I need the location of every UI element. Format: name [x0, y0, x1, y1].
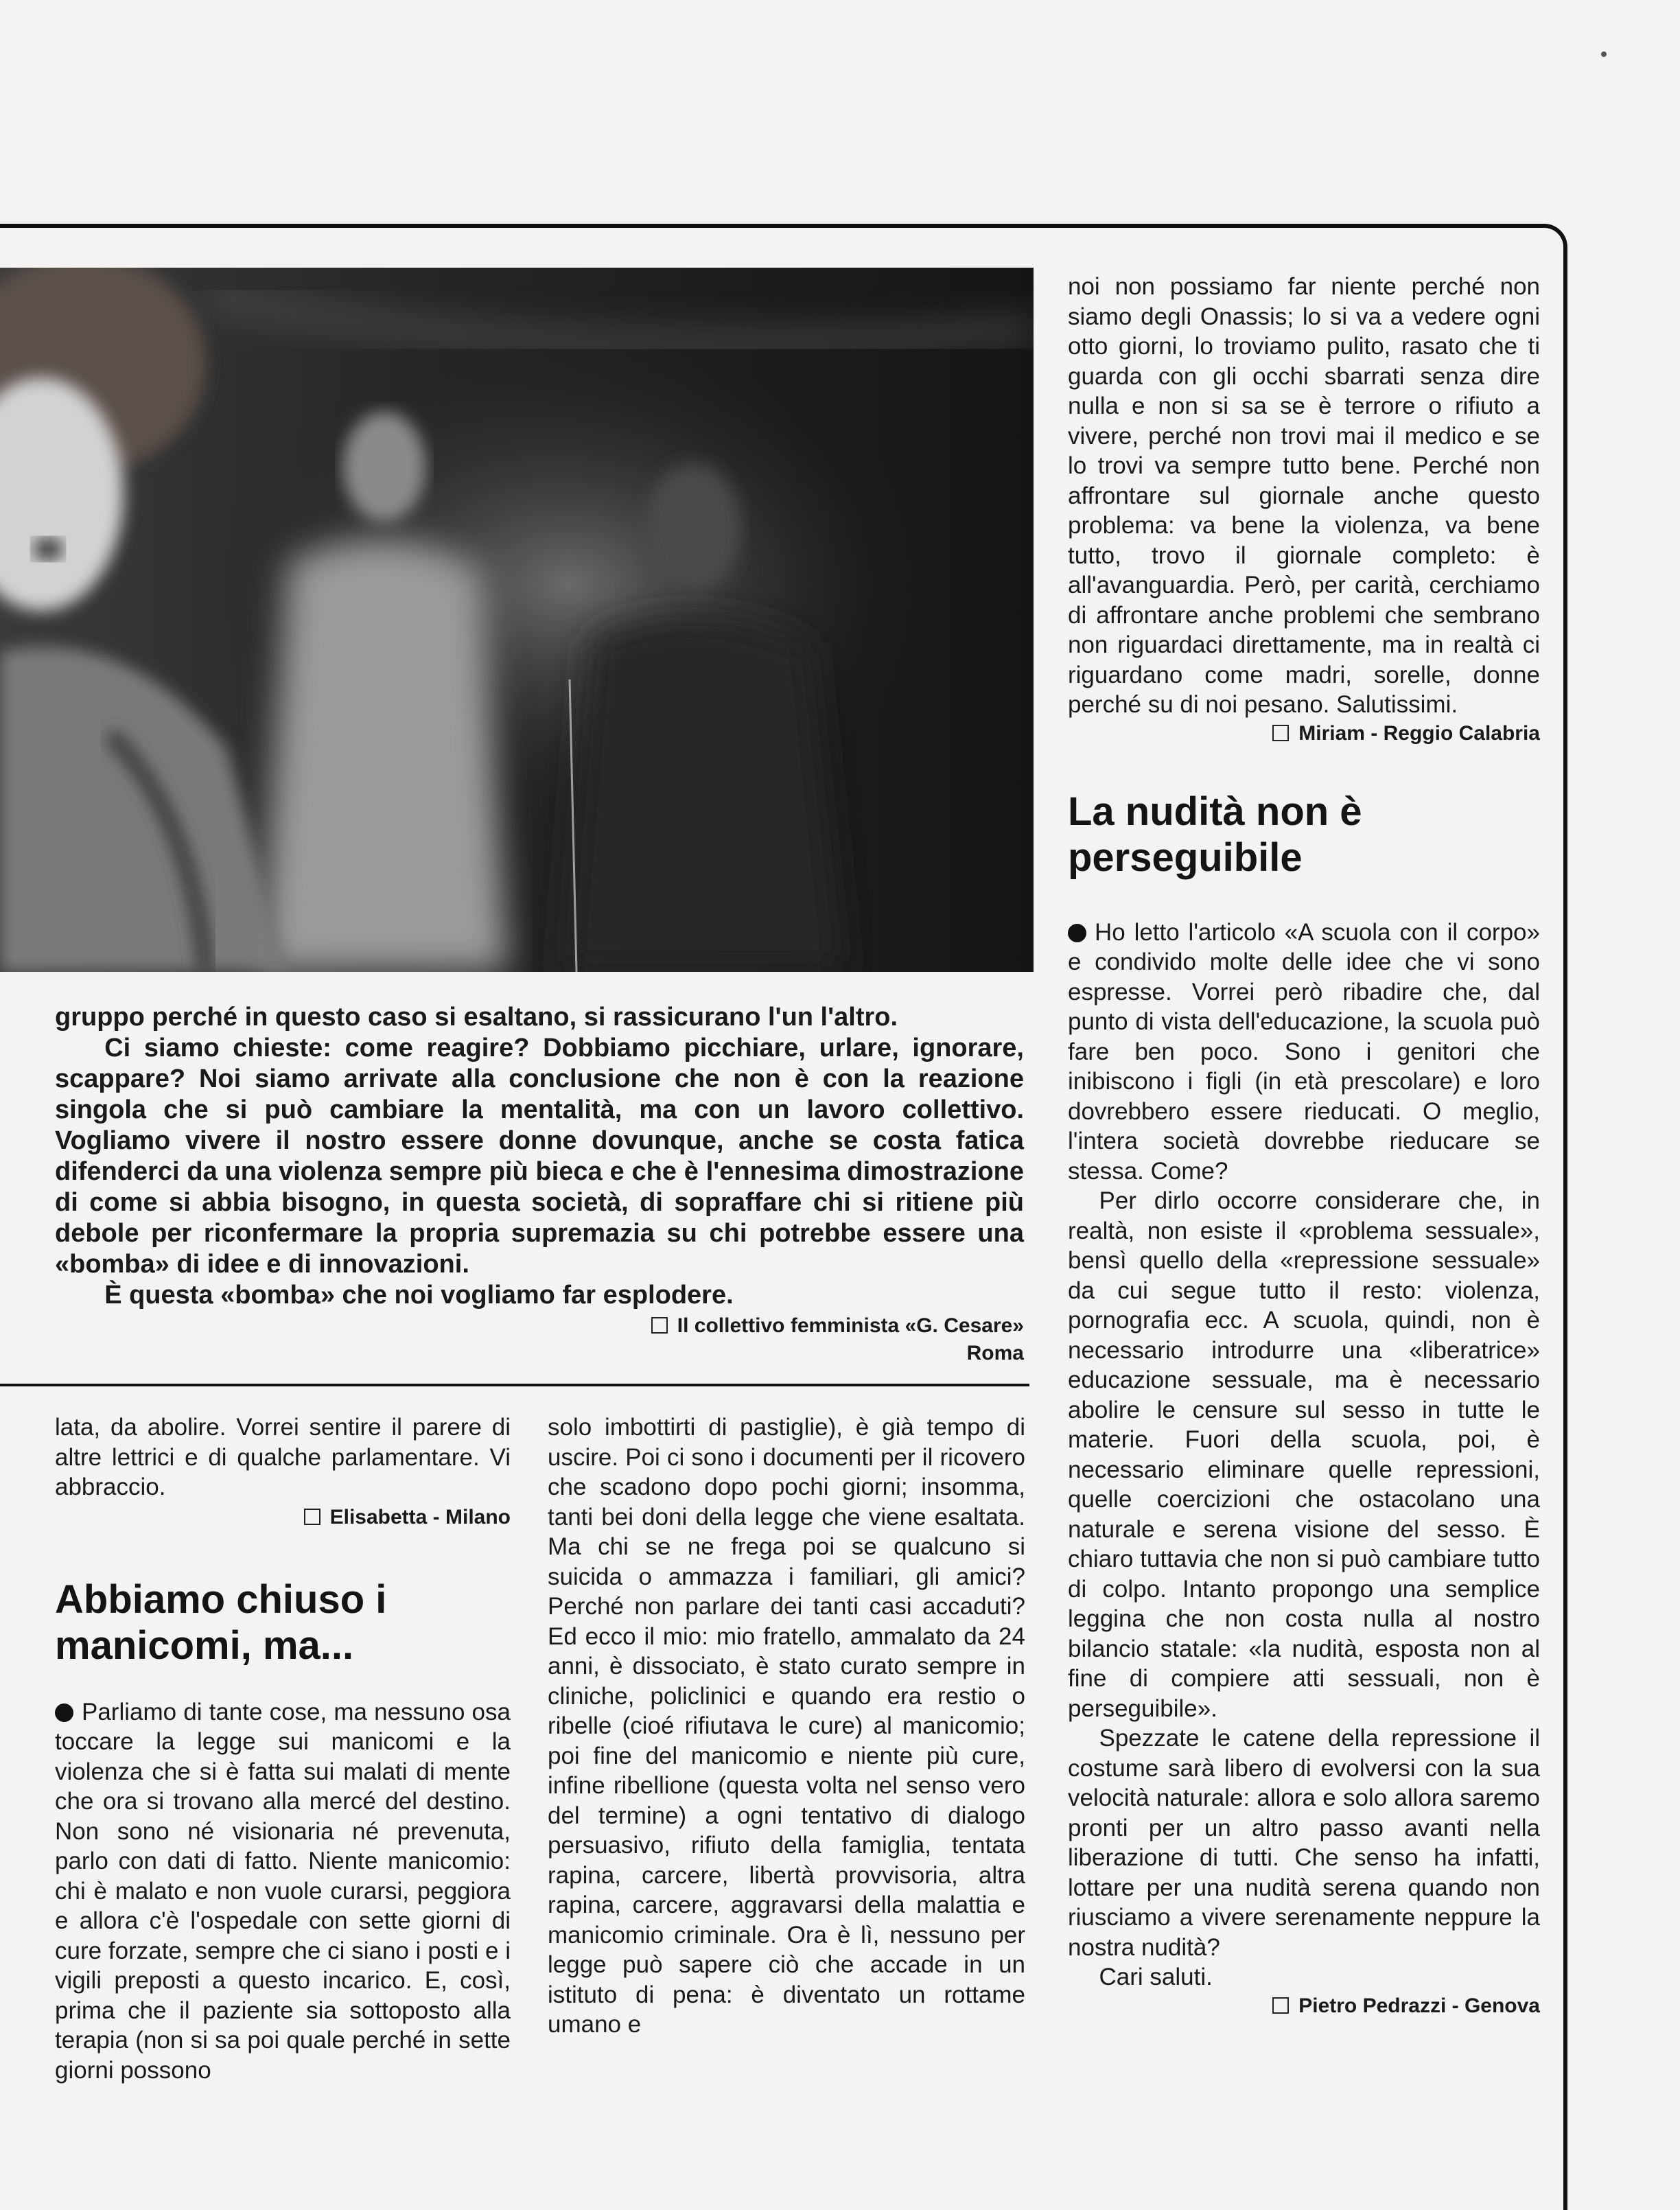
- miriam-text: noi non possiamo far niente perché non siamo degli Onassis; lo si va a vedere ogni otto giorni, lo troviamo pulito, rasato che ti guarda con gli occhi sbarrati senza dire nulla e non si sa se è terrore o rifiuto a vivere, perché non trovi mai il medico e se lo trovi va sempre tutto bene. Perché non affrontare sul giornale anche questo problema: va bene la violenza, va bene tutto, trovo il giornale completo: è all'avanguardia. Però, per carità, cerchiamo di affrontare anche problemi che sembrano non riguardaci direttamente, ma in realtà ci riguardano come madri, sorelle, donne perché su di noi pesano. Salutissimi.: [1068, 273, 1540, 718]
- column-right: [1068, 272, 1540, 2020]
- signature-box-icon: [1272, 1997, 1289, 2014]
- column-middle: [548, 1412, 1025, 2040]
- photo-graphic: [0, 268, 1034, 972]
- nudita-p4: Cari saluti.: [1099, 1964, 1213, 1990]
- top-rule: [0, 224, 1510, 228]
- letter-collettivo: [55, 1002, 1024, 1311]
- column-left: [55, 1412, 511, 2085]
- signature-box-icon: [651, 1317, 668, 1334]
- elisabetta-text: lata, da abolire. Vorrei sentire il parere di altre lettrici e di qualche parlamentare. Vi abbraccio.: [55, 1414, 511, 1500]
- bullet-icon: [55, 1703, 73, 1722]
- signature-box-icon: [1272, 725, 1289, 741]
- manicomi-title: Abbiamo chiuso i manicomi, ma...: [55, 1577, 387, 1668]
- collettivo-p3: È questa «bomba» che noi vogliamo far esplodere.: [104, 1281, 734, 1310]
- photo-blurred-figures: [0, 268, 1034, 972]
- collettivo-p2: Ci siamo chieste: come reagire? Dobbiamo picchiare, urlare, ignorare, scappare? Noi siamo arrivate alla conclusione che non è con la reazione singola che si può cambiare la mentalità, ma con un lavoro collettivo. Vogliamo vivere il nostro essere donne dovunque, anche se costa fatica difenderci da una violenza sempre più bieca e che è l'ennesima dimostrazione di come si abbia bisogno, in questa società, di sopraffare chi si ritiene più debole per riconfermare la propria supremazia su chi potrebbe essere una «bomba» di idee e di innovazioni.: [55, 1034, 1024, 1279]
- manicomi-p1: Parliamo di tante cose, ma nessuno osa toccare la legge sui manicomi e la violenza che si è fatta sui malati di mente che ora si trovano alla mercé del destino. Non sono né visionaria né prevenuta, parlo con dati di fatto. Niente manicomio: chi è malato e non vuole curarsi, peggiora e allora c'è l'ospedale con sette giorni di cure forzate, sempre che ci siano i posti e i vigili preposti a questo incarico. E, così, prima che il paziente sia sottoposto alla terapia (non si sa poi quale perché in sette giorni possono: [55, 1698, 511, 2084]
- pedrazzi-signature: Pietro Pedrazzi - Genova: [1068, 1992, 1540, 2020]
- collettivo-signature: Il collettivo femminista «G. Cesare» Roma: [412, 1312, 1024, 1367]
- nudita-p2: Per dirlo occorre considerare che, in realtà, non esiste il «problema sessuale», bensì quello della «repressione sessuale» da cui segue tutto il resto: violenza, pornografia ecc. A scuola, quindi, non è necessario introdurre una «liberatrice» educazione sessuale, ma è necessario abolire le censure sul sesso in tutte le materie. Fuori della scuola, poi, è necessario eliminare quelle repressioni, quelle coercizioni che ostacolano una naturale e serena visione del sesso. È chiaro tuttavia che non si può cambiare tutto di colpo. Intanto propongo una semplice leggina che non costa nulla al nostro bilancio statale: «la nudità, esposta non al fine di compiere atti sessuali, non è perseguibile».: [1068, 1187, 1540, 1722]
- nudita-title: La nudità non è perseguibile: [1068, 789, 1362, 880]
- page-speck: [1601, 51, 1607, 57]
- miriam-signature: Miriam - Reggio Calabria: [1068, 720, 1540, 747]
- nudita-p3: Spezzate le catene della repressione il costume sarà libero di evolversi con la sua velocità naturale: allora e solo allora saremo pronti per un altro passo avanti nella liberazione di tutti. Che senso ha infatti, lottare per una nudità serena quando non riusciamo a vivere serenamente neppure la nostra nudità?: [1068, 1725, 1540, 1961]
- collettivo-p1: gruppo perché in questo caso si esaltano, si rassicurano l'un l'altro.: [55, 1003, 898, 1032]
- nudita-p1: Ho letto l'articolo «A scuola con il corpo» e condivido molte delle idee che vi sono espresse. Vorrei però ribadire che, dal punto di vista dell'educazione, la scuola può fare ben poco. Sono i genitori che inibiscono i figli (in età prescolare) e loro dovrebbero essere rieducati. O meglio, l'intera società dovrebbe rieducare se stessa. Come?: [1068, 918, 1540, 1185]
- section-rule: [0, 1384, 1029, 1386]
- manicomi-p2: solo imbottirti di pastiglie), è già tempo di uscire. Poi ci sono i documenti per il ricovero che scadono dopo pochi giorni; insomma, tanti bei doni della legge che viene esaltata. Ma chi se ne frega poi se qualcuno si suicida o ammazza i familiari, gli amici? Perché non parlare dei tanti casi accaduti? Ed ecco il mio: mio fratello, ammalato da 24 anni, è dissociato, è stato curato sempre in cliniche, policlinici e quando era restio o ribelle (cioé rifiutava le cure) al manicomio; poi fine del manicomio e niente più cure, infine ribellione (questa volta nel senso vero del termine) a ogni tentativo di dialogo persuasivo, rifiuto della famiglia, tentata rapina, carcere, libertà provvisoria, altra rapina, carcere, aggravarsi della malattia e manicomio criminale. Ora è lì, nessuno per legge può sapere ciò che accade in un istituto di pena: è diventato un rottame umano e: [548, 1414, 1025, 2038]
- bullet-icon: [1068, 924, 1086, 942]
- signature-box-icon: [304, 1509, 320, 1525]
- elisabetta-signature: Elisabetta - Milano: [55, 1504, 511, 1531]
